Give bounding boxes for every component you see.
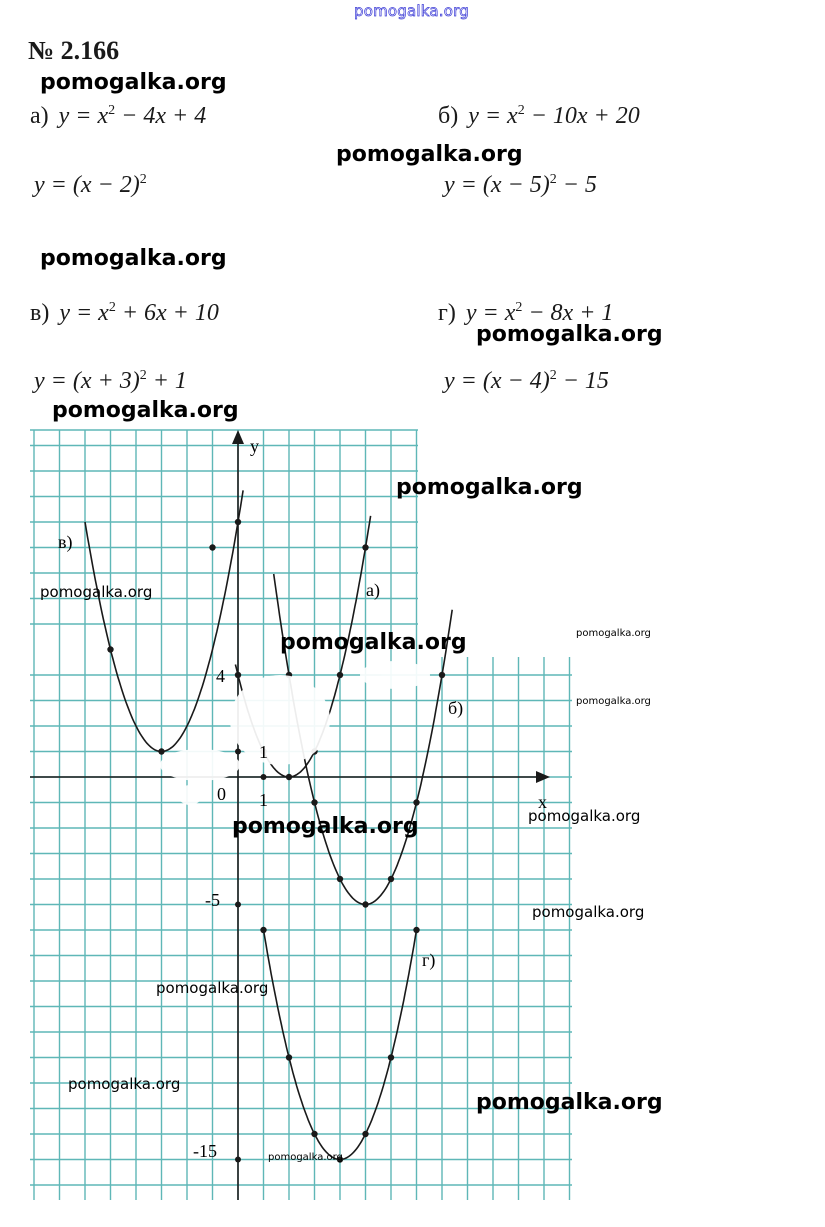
tick-label-y-5: -5 — [205, 890, 220, 910]
axis-tick-point — [235, 672, 241, 678]
x-axis-label: x — [538, 792, 547, 812]
parabola-v — [85, 490, 243, 751]
point-b — [362, 901, 368, 907]
watermark: pomogalka.org — [476, 1090, 663, 1115]
problem-number: № 2.166 — [28, 36, 120, 65]
watermark: pomogalka.org — [476, 322, 663, 347]
tick-label-y1: 1 — [259, 742, 268, 762]
watermark: pomogalka.org — [532, 903, 645, 921]
curve-label-b: б) — [448, 698, 464, 718]
point-b — [388, 876, 394, 882]
watermark: pomogalka.org — [528, 807, 641, 825]
watermark: pomogalka.org — [156, 979, 269, 997]
point-b — [439, 672, 445, 678]
point-b — [337, 876, 343, 882]
point-v — [107, 646, 113, 652]
watermark: pomogalka.org — [68, 1075, 181, 1093]
point-g — [286, 1054, 292, 1060]
x-axis-arrow — [536, 771, 550, 783]
origin-label: 0 — [217, 784, 226, 804]
watermark: pomogalka.org — [40, 246, 227, 271]
task-a-given: а) $y = x^2 - 4x + 4$ — [30, 103, 207, 129]
point-g — [388, 1054, 394, 1060]
point-g — [413, 927, 419, 933]
watermark: pomogalka.org — [52, 398, 239, 423]
watermark: pomogalka.org — [396, 475, 583, 500]
tick-label-y-15: -15 — [193, 1141, 217, 1161]
watermark: pomogalka.org — [576, 628, 651, 639]
y-axis-arrow — [232, 430, 244, 444]
watermark: pomogalka.org — [576, 696, 651, 707]
axis-tick-point — [235, 902, 241, 908]
point-v — [235, 519, 241, 525]
watermark: pomogalka.org — [40, 583, 153, 601]
y-axis-label: y — [250, 436, 259, 456]
axis-tick-point — [235, 1157, 241, 1163]
point-g — [311, 1131, 317, 1137]
task-a-result: $y = (x - 2)^2$ — [34, 172, 147, 198]
watermark: pomogalka.org — [336, 142, 523, 167]
curve-label-v: в) — [58, 532, 73, 552]
task-v-given: в) $y = x^2 + 6x + 10$ — [30, 300, 219, 326]
task-g-result: $y = (x - 4)^2 - 15$ — [444, 368, 609, 394]
point-g — [362, 1131, 368, 1137]
task-v-result: $y = (x + 3)^2 + 1$ — [34, 368, 187, 394]
task-b-result: $y = (x - 5)^2 - 5$ — [444, 172, 597, 198]
point-a — [362, 544, 368, 550]
tick-label-x1: 1 — [259, 790, 268, 810]
point-a — [337, 672, 343, 678]
watermark: pomogalka.org — [40, 70, 227, 95]
task-g-given: г) $y = x^2 - 8x + 1$ — [438, 300, 614, 326]
curve-label-g: г) — [422, 950, 436, 970]
site-header-link[interactable]: pomogalka.org — [354, 2, 469, 20]
point-g — [260, 927, 266, 933]
erased-area — [160, 661, 430, 805]
point-b — [311, 799, 317, 805]
watermark: pomogalka.org — [232, 814, 419, 839]
point-v — [158, 748, 164, 754]
watermark: pomogalka.org — [268, 1152, 343, 1163]
axis-tick-point — [235, 749, 241, 755]
watermark: pomogalka.org — [280, 630, 467, 655]
tick-label-y4: 4 — [216, 666, 225, 686]
points — [107, 519, 445, 1163]
axis-tick-point — [261, 774, 267, 780]
point-b — [413, 799, 419, 805]
point-a — [286, 774, 292, 780]
task-b-given: б) $y = x^2 - 10x + 20$ — [438, 103, 640, 129]
point-a — [209, 544, 215, 550]
curve-label-a: а) — [366, 580, 380, 600]
